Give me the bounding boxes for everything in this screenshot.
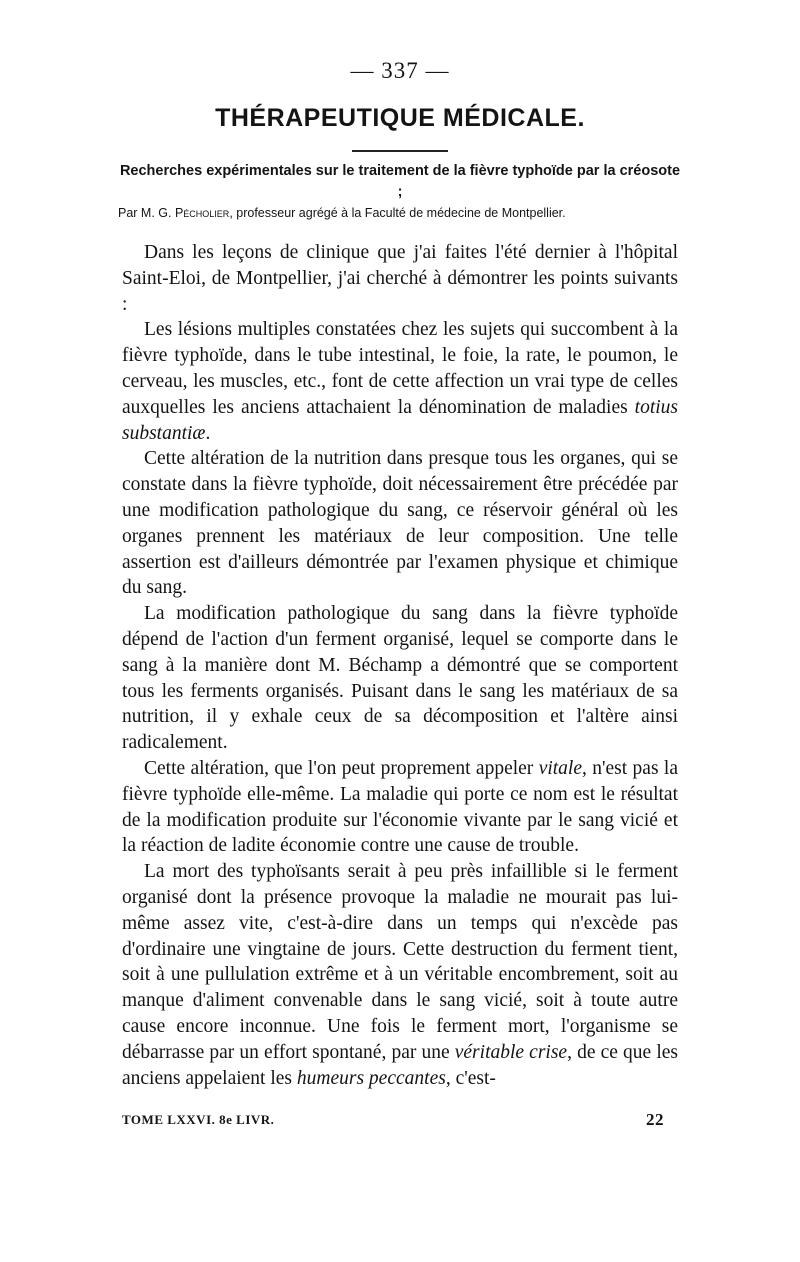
article-title: Recherches expérimentales sur le traitement de la fièvre typhoïde par la créosote ; (119, 163, 681, 200)
paragraph-text: La modification pathologique du sang dans la fièvre typhoïde dépend de l'action d'un ferment organisé, lequel se comporte dans le sang à la manière dont M. Béchamp a démontré que se comportent tous les ferments organisés. Puisant dans le sang les matériaux de sa nutrition, il y exhale ceux de sa décomposition et l'altère ainsi radicalement. (122, 603, 678, 754)
paragraph (122, 317, 678, 446)
volume-mark: TOME LXXVI. 8e LIVR. (122, 1112, 275, 1127)
paragraph-text: , de ce que les anciens appelaient les (122, 1041, 678, 1089)
italic-phrase: vitale (538, 757, 583, 779)
italic-phrase: totius substantiæ (122, 396, 678, 444)
paragraph-text: La mort des typhoïsants serait à peu près infaillible si le ferment organisé dont la présence provoque la maladie ne mourait pas lui-même assez vite, c'est-à-dire dans un temps qui n'excède pas d'ordinaire une vingtaine de jours. Cette destruction du ferment tient, soit à une pullulation extrême et à un véritable encombrement, soit au manque d'aliment convenable dans le sang vicié, soit à toute autre cause encore inconnue. Une fois le ferment mort, l'organisme se débarrasse par un effort spontané, par une (122, 861, 678, 1063)
italic-phrase: humeurs peccantes (296, 1067, 446, 1089)
byline (118, 206, 682, 220)
paragraph-text: Les lésions multiples constatées chez les sujets qui succombent à la fièvre typhoïde, dans le tube intestinal, le foie, la rate, le poumon, le cerveau, les muscles, etc., font de cette affection un vrai type de celles auxquelles les anciens attachaient la dénomination de maladies (122, 319, 678, 418)
italic-phrase: véritable crise (454, 1041, 568, 1063)
author-name: Pécholier (174, 206, 230, 220)
byline-prefix: Par M. G. (118, 206, 175, 220)
paragraph-text: Cette altération, que l'on peut proprement appeler (144, 757, 539, 779)
paragraph-text: Cette altération de la nutrition dans presque tous les organes, qui se constate dans la fièvre typhoïde, doit nécessairement être précédée par une modification pathologique du sang, ce réservoir général où les organes prennent les matériaux de leur composition. Une telle assertion est d'ailleurs démontrée par l'examen physique et chimique du sang. (122, 448, 678, 599)
paragraph-text: . (205, 422, 211, 444)
paragraph (122, 601, 678, 756)
title-rule (352, 150, 448, 152)
page-number: — 337 — (350, 58, 450, 83)
section-title: THÉRAPEUTIQUE MÉDICALE. (215, 104, 585, 132)
paragraph (122, 240, 678, 317)
signature-mark: 22 (646, 1110, 664, 1129)
article-body (122, 240, 678, 1091)
paragraph-text: , n'est pas la fièvre typhoïde elle-même. La maladie qui porte ce nom est le résultat de la modification produite sur l'économie vivante par le sang vicié et la réaction de ladite économie contre une cause de trouble. (122, 757, 678, 857)
page-footer (122, 1112, 678, 1128)
byline-suffix: , professeur agrégé à la Faculté de médecine de Montpellier. (229, 206, 566, 220)
paragraph (122, 859, 678, 1091)
paragraph (122, 446, 678, 601)
paragraph-text: , c'est- (445, 1067, 496, 1089)
paragraph-text: Dans les leçons de clinique que j'ai faites l'été dernier à l'hôpital Saint-Eloi, de Montpellier, j'ai cherché à démontrer les points suivants : (122, 242, 678, 315)
paragraph (122, 756, 678, 859)
